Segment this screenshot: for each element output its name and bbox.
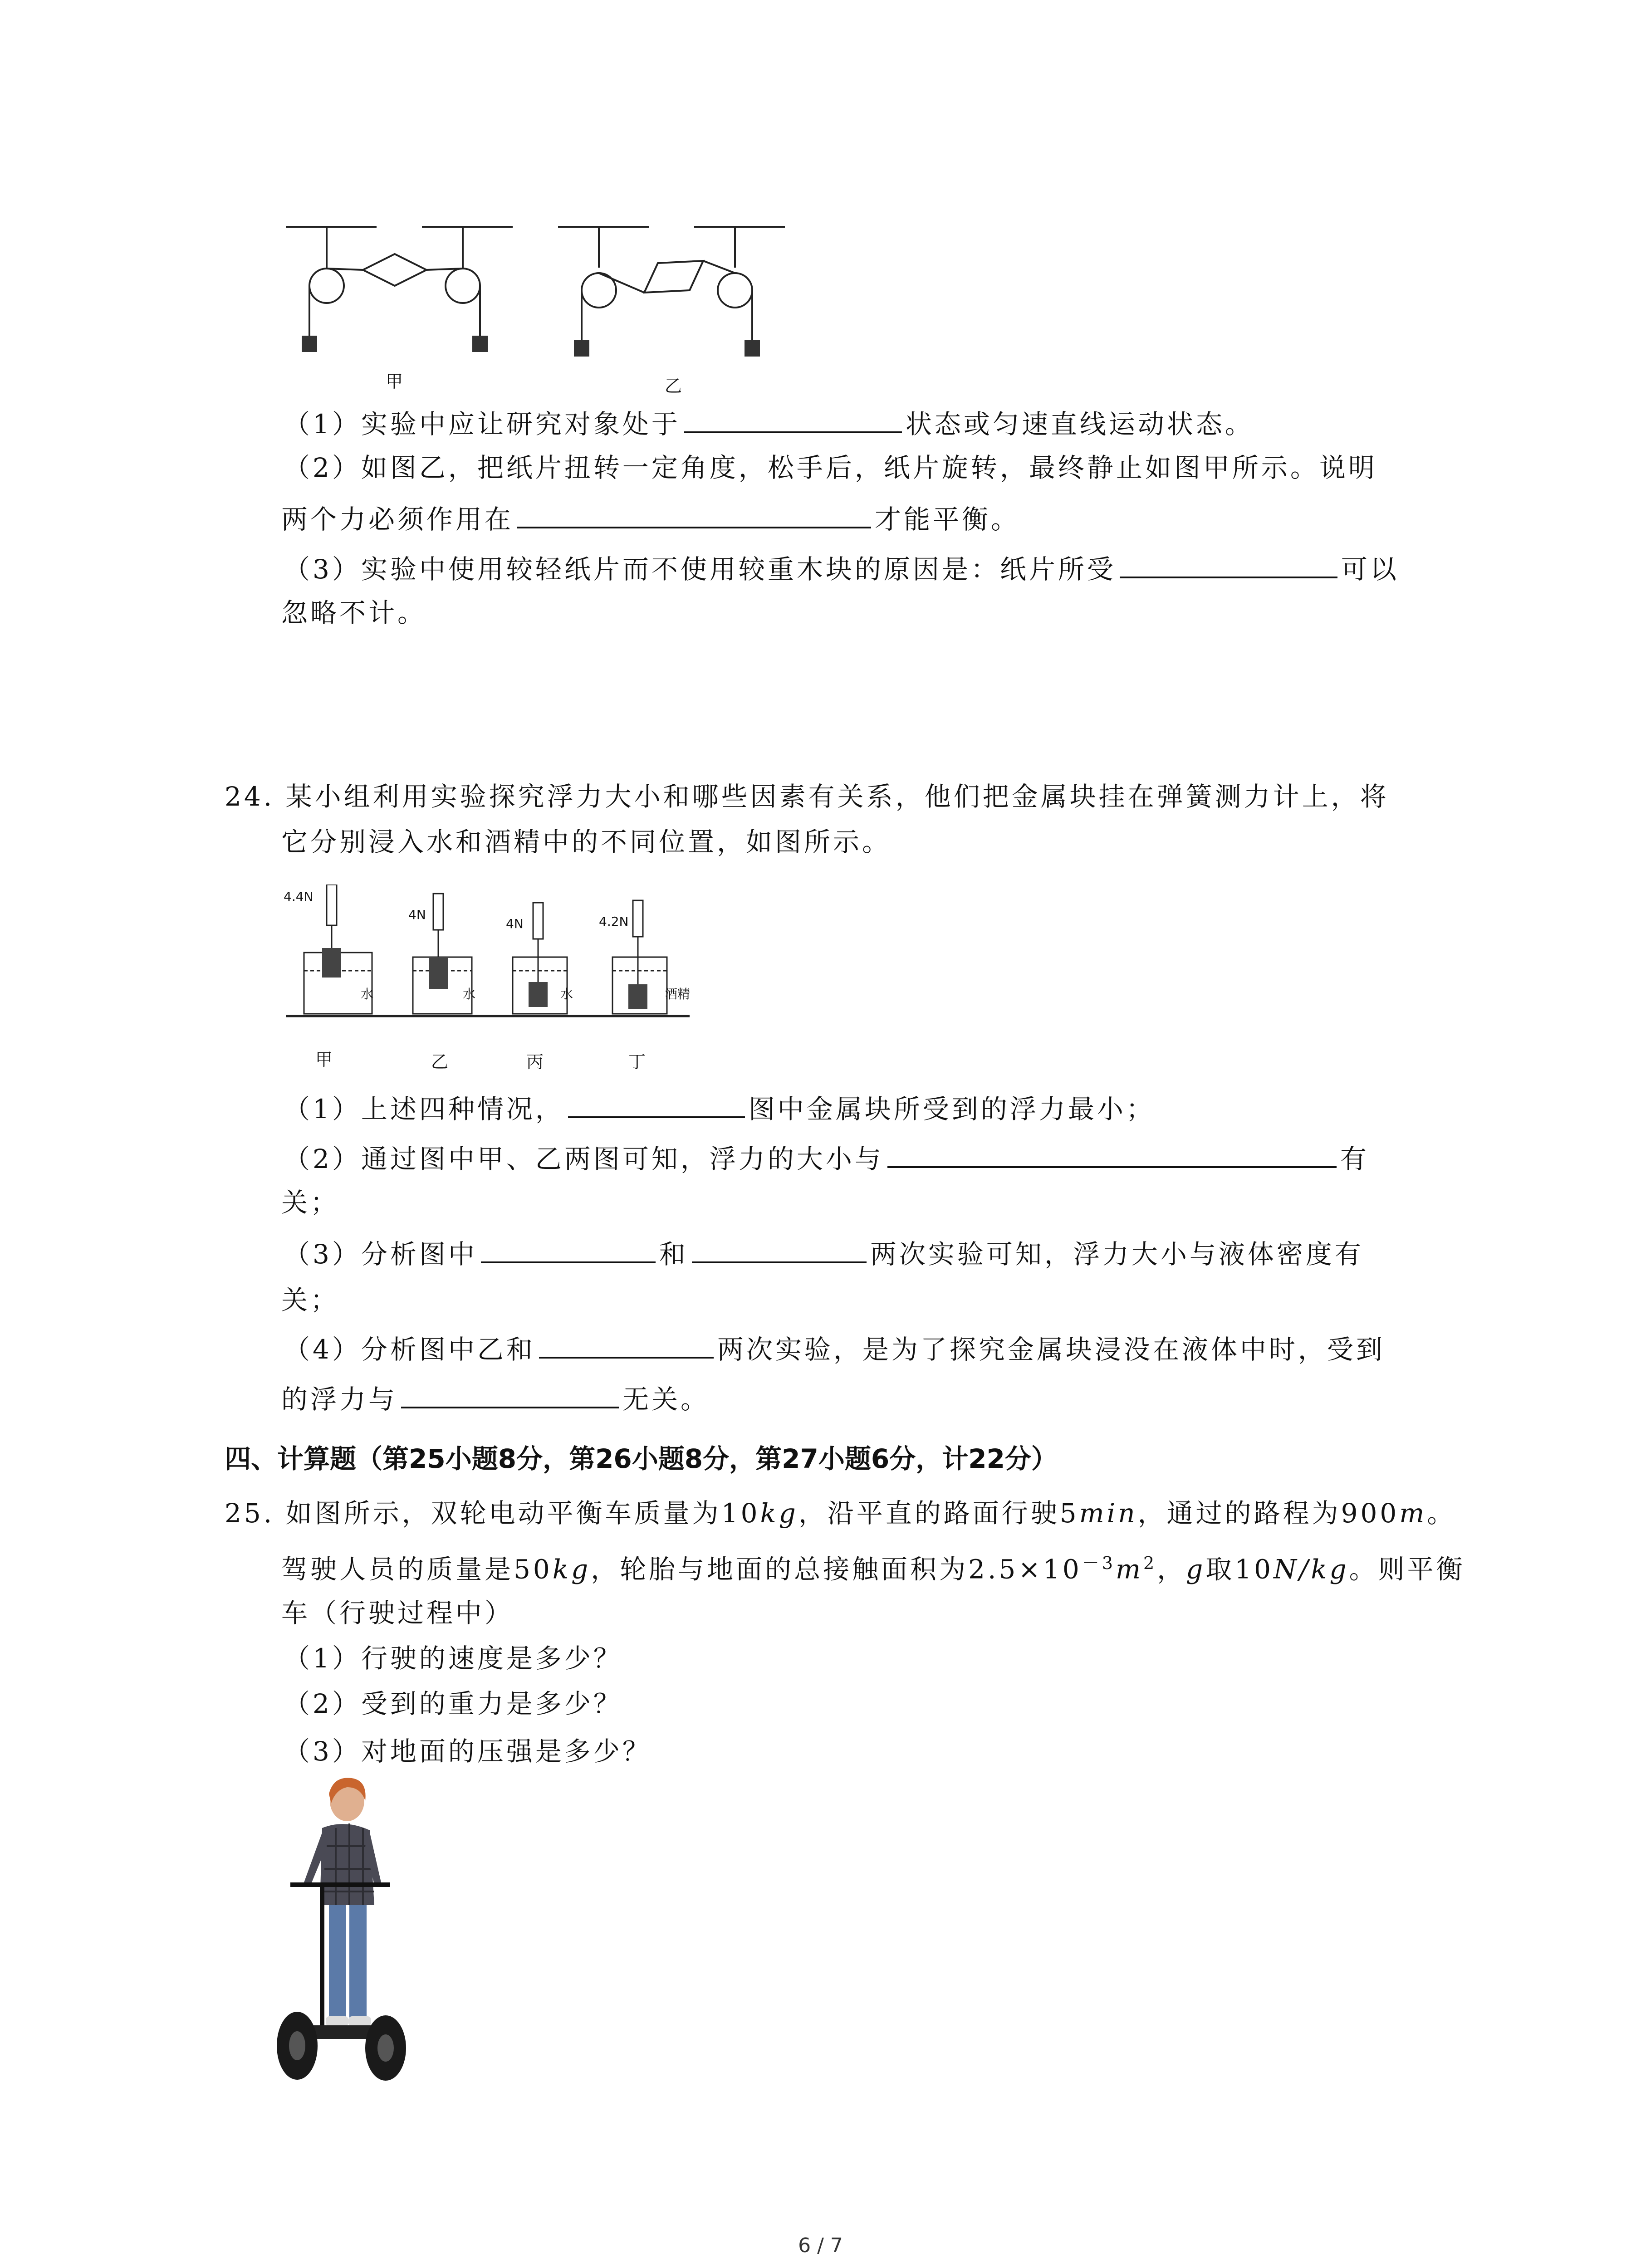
reading-d: 4.2N: [599, 914, 629, 929]
q23-part2-line1: （2）如图乙，把纸片扭转一定角度，松手后，纸片旋转，最终静止如图甲所示。说明: [284, 452, 1377, 483]
answer-blank[interactable]: [684, 406, 902, 433]
figure-label-ding: 丁: [628, 1052, 646, 1072]
answer-blank[interactable]: [692, 1236, 867, 1263]
balance-scooter-picture: [272, 1769, 408, 2082]
q23-part2-line2: 两个力必须作用在 才能平衡。: [281, 501, 1020, 536]
reading-c: 4N: [506, 916, 524, 931]
figure-label-b: 乙: [665, 376, 682, 396]
q24-part2-cont: 关；: [281, 1187, 340, 1218]
answer-blank[interactable]: [568, 1091, 745, 1118]
q23-part3-line2: 忽略不计。: [281, 597, 427, 628]
answer-blank[interactable]: [887, 1141, 1337, 1168]
q25-sub3: （3）对地面的压强是多少？: [284, 1736, 652, 1767]
q24-part4-cont: 的浮力与 无关。: [281, 1381, 710, 1416]
answer-blank[interactable]: [1120, 551, 1337, 578]
q24-intro-line1: 24. 某小组利用实验探究浮力大小和哪些因素有关系，他们把金属块挂在弹簧测力计上，将: [225, 781, 1389, 812]
liquid-b: 水: [463, 987, 476, 1002]
q25-line3: 车（行驶过程中）: [281, 1598, 514, 1628]
liquid-c: 水: [560, 987, 573, 1002]
q24-part3-cont: 关；: [281, 1285, 340, 1315]
buoyancy-figure: [281, 885, 712, 1039]
reading-a: 4.4N: [284, 889, 314, 904]
pulley-figure: [277, 218, 803, 386]
reading-b: 4N: [408, 907, 426, 922]
q25-sub1: （1）行驶的速度是多少？: [284, 1643, 622, 1674]
q24-intro-line2: 它分别浸入水和酒精中的不同位置，如图所示。: [281, 826, 892, 857]
answer-blank[interactable]: [517, 501, 871, 528]
q25-line2: 驾驶人员的质量是50kg，轮胎与地面的总接触面积为$2.5\times 10^{-3}m^2$，g取10N/kg。则平衡: [281, 1553, 1465, 1585]
figure-label-jia: 甲: [315, 1050, 333, 1070]
q25-line1: 25. 如图所示，双轮电动平衡车质量为10kg，沿平直的路面行驶5min，通过的路程为900m。: [225, 1498, 1456, 1529]
q24-part3: （3）分析图中 和 两次实验可知，浮力大小与液体密度有: [284, 1236, 1364, 1271]
q23-part1: （1）实验中应让研究对象处于 状态或匀速直线运动状态。: [284, 406, 1254, 440]
q24-part1: （1）上述四种情况， 图中金属块所受到的浮力最小；: [284, 1091, 1155, 1125]
section-heading: 四、计算题（第25小题8分，第26小题8分，第27小题6分，计22分）: [225, 1443, 1058, 1474]
answer-blank[interactable]: [481, 1236, 656, 1263]
figure-label-bing: 丙: [526, 1052, 544, 1072]
page-number: 6 / 7: [798, 2234, 843, 2257]
liquid-a: 水: [361, 987, 374, 1002]
answer-blank[interactable]: [401, 1381, 619, 1408]
figure-label-a: 甲: [386, 371, 403, 391]
answer-blank[interactable]: [539, 1331, 714, 1359]
figure-label-yi: 乙: [431, 1052, 449, 1072]
q25-sub2: （2）受到的重力是多少？: [284, 1688, 622, 1719]
liquid-d: 酒精: [665, 987, 691, 1002]
q23-part3-line1: （3）实验中使用较轻纸片而不使用较重木块的原因是：纸片所受 可以: [284, 551, 1399, 586]
q24-part2: （2）通过图中甲、乙两图可知，浮力的大小与 有: [284, 1141, 1369, 1175]
q24-part4: （4）分析图中乙和 两次实验，是为了探究金属块浸没在液体中时，受到: [284, 1331, 1385, 1366]
